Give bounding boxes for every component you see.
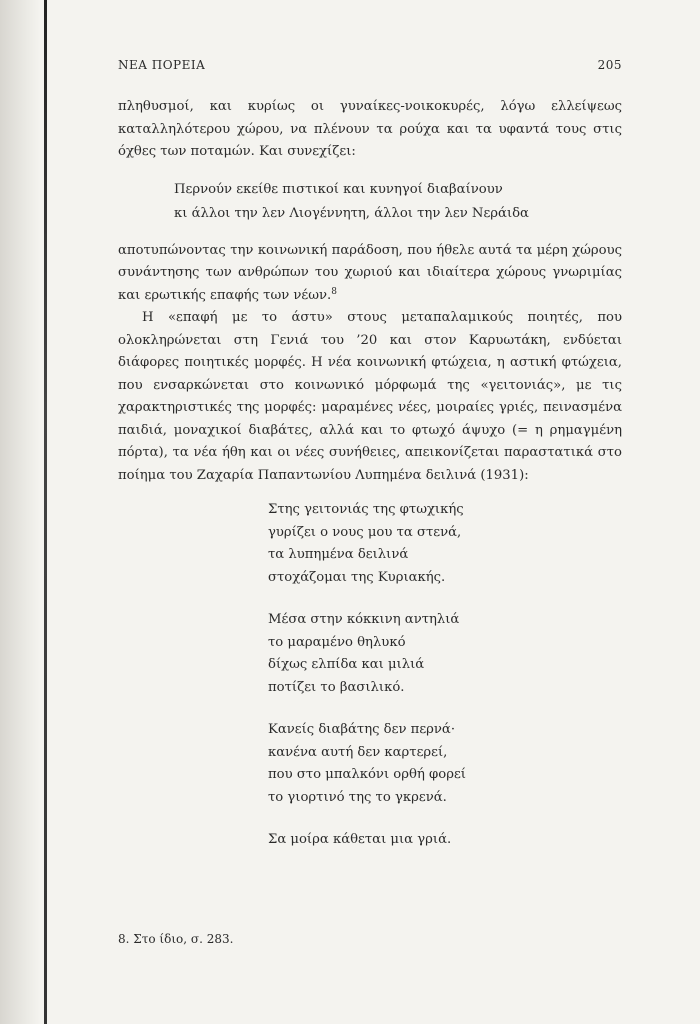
poem-stanza bbox=[268, 829, 622, 852]
quote-line: Περνούν εκείθε πιστικοί και κυνηγοί διαβαίνουν bbox=[174, 181, 503, 197]
paragraph-2 bbox=[118, 240, 622, 308]
book-page bbox=[118, 0, 622, 1024]
poem-line: τα λυπημένα δειλινά bbox=[268, 547, 409, 562]
poem-line: Μέσα στην κόκκινη αντηλιά bbox=[268, 612, 460, 627]
poem-line: το μαραμένο θηλυκό bbox=[268, 634, 406, 650]
poem bbox=[268, 499, 622, 852]
quote-line: κι άλλοι την λεν Λιογέννητη, άλλοι την λεν Νεράιδα bbox=[174, 205, 529, 221]
footnote-ref: 8 bbox=[331, 286, 337, 297]
poem-line: που στο μπαλκόνι ορθή φορεί bbox=[268, 767, 466, 782]
poem-line: Στης γειτονιάς της φτωχικής bbox=[268, 502, 464, 517]
page-number: 205 bbox=[597, 58, 622, 72]
binding-edge bbox=[44, 0, 47, 1024]
poem-line: ποτίζει το βασιλικό. bbox=[268, 679, 405, 695]
verse-quote bbox=[174, 178, 622, 226]
paragraph-1: πληθυσμοί, και κυρίως οι γυναίκες-νοικοκυρές, λόγω ελλείψεως καταλληλότερου χώρου, να πλένουν τα ρούχα και τα υφαντά τους στις όχθες των ποταμών. Και συνεχίζει: bbox=[118, 99, 622, 159]
poem-line: Σα μοίρα κάθεται μια γριά. bbox=[268, 832, 452, 847]
body-text bbox=[118, 96, 622, 872]
poem-line: δίχως ελπίδα και μιλιά bbox=[268, 657, 425, 672]
poem-line: Κανείς διαβάτης δεν περνά· bbox=[268, 722, 456, 737]
poem-stanza bbox=[268, 499, 622, 589]
poem-line: στοχάζομαι της Κυριακής. bbox=[268, 569, 446, 585]
book-spine-shadow bbox=[0, 0, 40, 1024]
paragraph-2-text: αποτυπώνοντας την κοινωνική παράδοση, που ήθελε αυτά τα μέρη χώρους συνάντησης των ανθρώπων του χωριού και ιδιαίτερα χώρους γνωριμίας και ερωτικής επαφής των νέων. bbox=[118, 242, 622, 303]
poem-line: γυρίζει ο νους μου τα στενά, bbox=[268, 524, 462, 540]
poem-line: το γιορτινό της το γκρενά. bbox=[268, 789, 447, 805]
paragraph-3: Η «επαφή με το άστυ» στους μεταπαλαμικούς ποιητές, που ολοκληρώνεται στη Γενιά του ’20 και στον Καρυωτάκη, ενδύεται διάφορες ποιητικές μορφές. Η νέα κοινωνική φτώχεια, η αστική φτώχεια, που ενσαρκώνεται στο κοινωνικό μόρφωμά της «γειτονιάς», με τις χαρακτηριστικές της μορφές: μαραμένες νέες, μοιραίες γριές, πεινασμένα παιδιά, μοναχικοί διαβάτες, αλλά και το φτωχό άψυχο (= η ρημαγμένη πόρτα), τα νέα ήθη και οι νέες συνήθειες, απεικονίζεται παραστατικά στο ποίημα του Ζαχαρία Παπαντωνίου Λυπημένα δειλινά (1931): bbox=[118, 310, 622, 483]
poem-stanza bbox=[268, 719, 622, 809]
poem-stanza bbox=[268, 609, 622, 699]
footnote: 8. Στο ίδιο, σ. 283. bbox=[118, 932, 234, 946]
running-head-title: ΝΕΑ ΠΟΡΕΙΑ bbox=[118, 58, 206, 72]
poem-line: κανένα αυτή δεν καρτερεί, bbox=[268, 744, 448, 760]
